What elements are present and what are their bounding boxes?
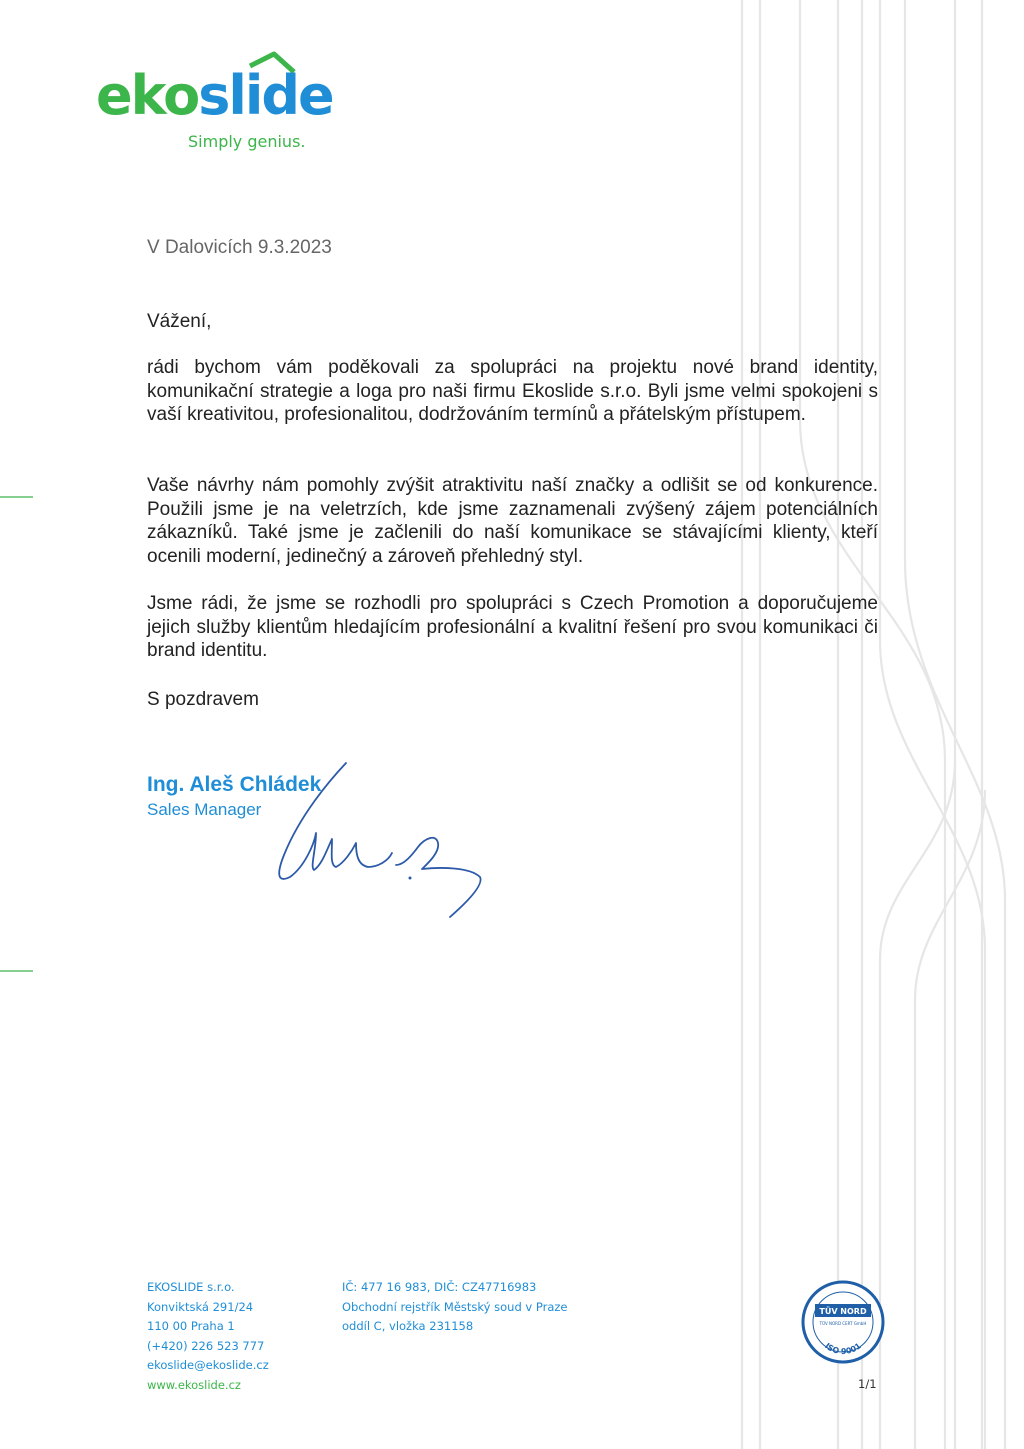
svg-text:ISO 9001: ISO 9001 bbox=[823, 1341, 863, 1357]
svg-text:TÜV NORD: TÜV NORD bbox=[819, 1307, 867, 1316]
letter-paragraph-1: rádi bychom vám poděkovali za spolupráci na projektu nové brand identity, komunikační strategie a loga pro naši firmu Ekoslide s.r.o. Byli jsme velmi spokojeni s vaší kreativitou, profesionalitou, dodržováním termínů a přátelským přístupem. bbox=[147, 357, 878, 425]
page-number: 1/1 bbox=[858, 1377, 877, 1391]
iso-certification-seal bbox=[801, 1280, 885, 1364]
footer-registration bbox=[342, 1278, 567, 1337]
svg-text:TÜV NORD CERT GmbH: TÜV NORD CERT GmbH bbox=[819, 1321, 867, 1326]
company-logo bbox=[96, 48, 358, 158]
footer-street: Konviktská 291/24 bbox=[147, 1299, 254, 1314]
footer-website: www.ekoslide.cz bbox=[147, 1377, 241, 1392]
letter-paragraph-3: Jsme rádi, že jsme se rozhodli pro spolupráci s Czech Promotion a doporučujeme jejich služby klientům hledajícím profesionální a kvalitní řešení pro svou komunikaci či brand identitu. bbox=[147, 593, 878, 661]
handwritten-signature bbox=[270, 755, 490, 925]
footer-phone: (+420) 226 523 777 bbox=[147, 1338, 265, 1353]
footer-company-ids: IČ: 477 16 983, DIČ: CZ47716983 bbox=[342, 1280, 537, 1294]
signatory-name: Ing. Aleš Chládek bbox=[147, 773, 322, 796]
logo-tagline: Simply genius. bbox=[188, 132, 306, 151]
footer-email: ekoslide@ekoslide.cz bbox=[147, 1358, 269, 1372]
signatory-title: Sales Manager bbox=[147, 800, 262, 819]
footer-company-name: EKOSLIDE s.r.o. bbox=[147, 1280, 235, 1294]
footer-company-contact bbox=[147, 1278, 269, 1395]
letter-closing: S pozdravem bbox=[147, 689, 259, 710]
letter-date: V Dalovicích 9.3.2023 bbox=[147, 237, 332, 258]
footer-registry-insert: oddíl C, vložka 231158 bbox=[342, 1319, 474, 1333]
letter-paragraph-2: Vaše návrhy nám pomohly zvýšit atraktivitu naší značky a odlišit se od konkurence. Použili jsme je na veletrzích, kde jsme zaznamenali zvýšený zájem potenciálních zákazníků. Také jsme je začlenili do naší komunikace se stávajícími klienty, kteří ocenili moderní, jedinečný a zároveň přehledný styl. bbox=[147, 475, 878, 567]
letter-greeting: Vážení, bbox=[147, 311, 212, 332]
footer-registry: Obchodní rejstřík Městský soud v Praze bbox=[342, 1299, 568, 1314]
logo-wordmark: ekoslide bbox=[96, 64, 333, 127]
footer-city: 110 00 Praha 1 bbox=[147, 1319, 235, 1333]
